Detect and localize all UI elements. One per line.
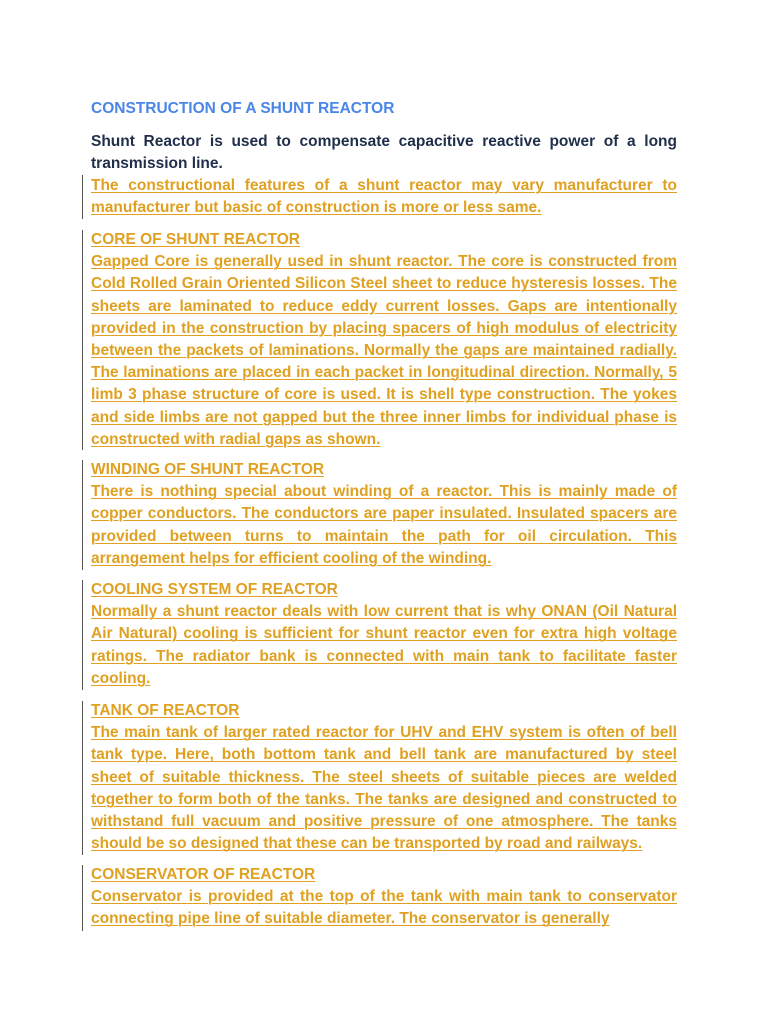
section-winding [91,459,677,570]
lead-text: The constructional features of a shunt reactor may vary manufacturer to manufacturer but basic of construction is more or less same. [91,177,677,217]
revision-bar-conservator [82,865,83,931]
section-body-core: Gapped Core is generally used in shunt reactor. The core is constructed from Cold Rolled Grain Oriented Silicon Steel sheet to reduce hysteresis losses. The sheets are laminated to reduce eddy current losses. Gaps are intentionally provided in the construction by placing spacers of high modulus of electricity between the packets of laminations. Normally the gaps are maintained radially. The laminations are placed in each packet in longitudinal direction. Normally, 5 limb 3 phase structure of core is used. It is shell type construction. The yokes and side limbs are not gapped but the three inner limbs for individual phase is constructed with radial gaps as shown. [91,253,677,448]
section-heading-tank: TANK OF REACTOR [91,702,240,719]
section-body-conservator: Conservator is provided at the top of the tank with main tank to conservator connecting pipe line of suitable diameter. The conservator is generally [91,888,677,928]
revision-bar-winding [82,460,83,570]
intro-paragraph: Shunt Reactor is used to compensate capacitive reactive power of a long transmission line. [91,133,677,172]
section-conservator [91,864,677,931]
section-heading-winding: WINDING OF SHUNT REACTOR [91,461,325,478]
lead-paragraph [91,175,677,219]
revision-bar-cooling [82,580,83,690]
document-title: CONSTRUCTION OF A SHUNT REACTOR [91,100,395,117]
revision-bar-core [82,230,83,450]
section-body-tank: The main tank of larger rated reactor for UHV and EHV system is often of bell tank type. Here, both bottom tank and bell tank are manufactured by steel sheet of suitable thickness. The steel sheets of suitable pieces are welded together to form both of the tanks. The tanks are designed and constructed to withstand full vacuum and positive pressure of one atmosphere. The tanks should be so designed that these can be transported by road and railways. [91,724,677,853]
section-heading-core: CORE OF SHUNT REACTOR [91,231,300,248]
section-heading-cooling: COOLING SYSTEM OF REACTOR [91,581,338,598]
section-heading-conservator: CONSERVATOR OF REACTOR [91,866,316,883]
section-cooling [91,579,677,690]
revision-bar-lead [82,175,83,219]
section-core [91,229,677,451]
section-body-winding: There is nothing special about winding of a reactor. This is mainly made of copper conductors. The conductors are paper insulated. Insulated spacers are provided between turns to maintain the path for oil circulation. This arrangement helps for efficient cooling of the winding. [91,483,677,567]
section-tank [91,700,677,855]
section-body-cooling: Normally a shunt reactor deals with low current that is why ONAN (Oil Natural Air Natural) cooling is sufficient for shunt reactor even for extra high voltage ratings. The radiator bank is connected with main tank to facilitate faster cooling. [91,603,677,687]
revision-bar-tank [82,701,83,855]
